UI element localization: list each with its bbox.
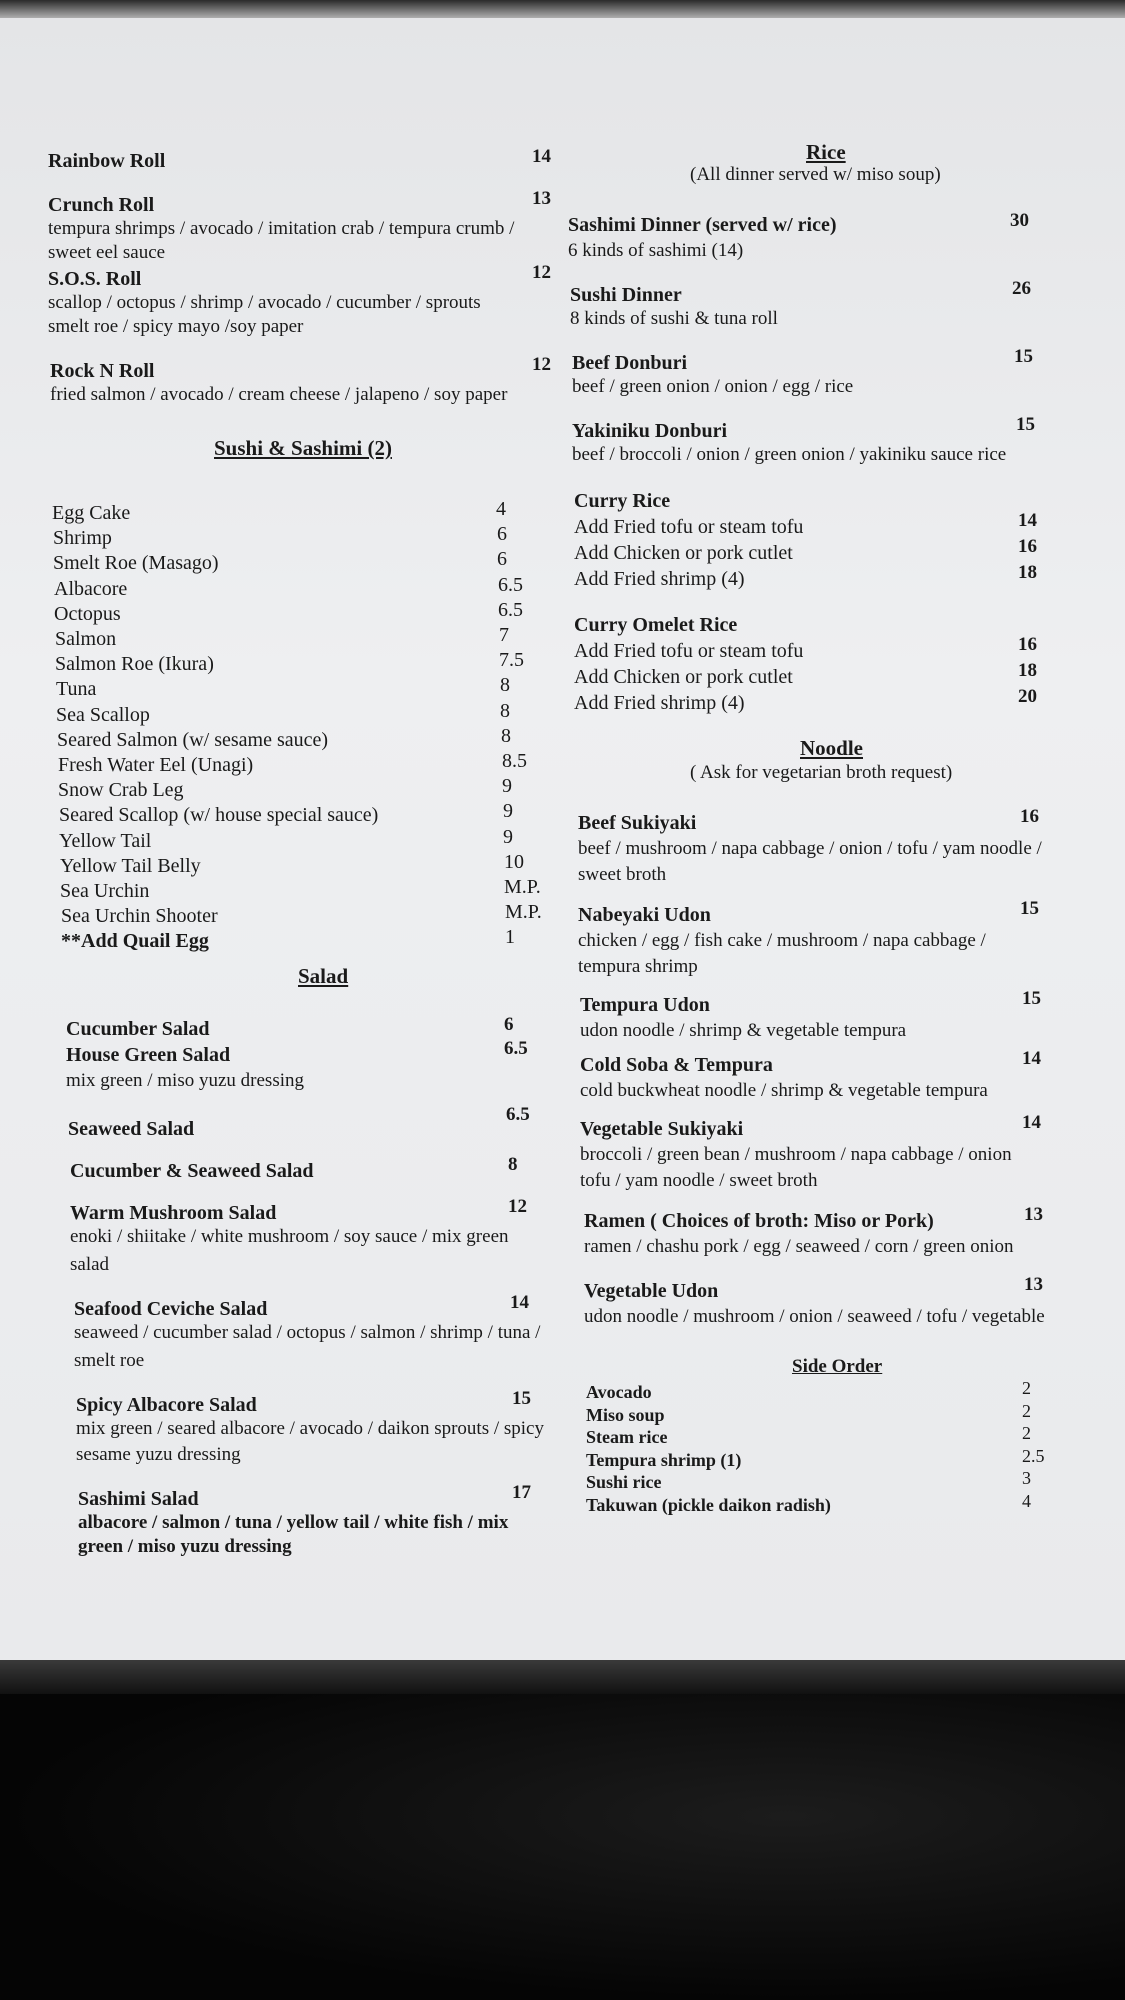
- item-desc: fried salmon / avocado / cream cheese / jalapeno / soy paper: [50, 384, 508, 405]
- sushi-item-price: 7: [499, 624, 509, 646]
- item-name: Spicy Albacore Salad: [76, 1394, 257, 1416]
- sushi-item-name: Fresh Water Eel (Unagi): [58, 754, 254, 776]
- item-name: Beef Sukiyaki: [578, 812, 697, 834]
- item-desc: beef / broccoli / onion / green onion / yakiniku sauce rice: [572, 444, 1007, 465]
- item-name: Seafood Ceviche Salad: [74, 1298, 268, 1320]
- side-item-price: 2.5: [1022, 1445, 1045, 1466]
- item-desc: tempura shrimp: [578, 956, 698, 977]
- sushi-item-price: 9: [502, 775, 512, 798]
- item-name: Rainbow Roll: [48, 150, 166, 172]
- paper-edge: [0, 1660, 1125, 1694]
- item-name: Crunch Roll: [48, 194, 155, 216]
- top-strip: [0, 0, 1125, 20]
- item-price: 13: [1024, 1274, 1043, 1295]
- side-item-price: 3: [1022, 1468, 1031, 1489]
- sushi-item-price: 6: [497, 548, 507, 571]
- sushi-item-price: 9: [503, 800, 513, 823]
- item-desc: seaweed / cucumber salad / octopus / salmon / shrimp / tuna /: [74, 1322, 541, 1343]
- side-item-price: 4: [1022, 1491, 1031, 1511]
- item-name: Sashimi Salad: [78, 1488, 199, 1510]
- item-desc: mix green / miso yuzu dressing: [66, 1070, 304, 1091]
- side-item-name: Avocado: [586, 1382, 652, 1402]
- item-desc: sweet broth: [578, 864, 667, 885]
- option-price: 20: [1018, 686, 1037, 707]
- sushi-item-price: 6.5: [498, 598, 523, 621]
- item-price: 14: [1022, 1048, 1041, 1069]
- sushi-item-name: Albacore: [54, 577, 128, 600]
- sushi-item-price: 8: [500, 674, 510, 697]
- sushi-item-price: 7.5: [499, 649, 524, 672]
- item-name: Sushi Dinner: [570, 284, 682, 306]
- section-heading-salad: Salad: [298, 964, 349, 988]
- section-heading-noodle: Noodle: [800, 736, 863, 760]
- sushi-item-name: Seared Salmon (w/ sesame sauce): [57, 728, 329, 751]
- sushi-item-price: 8.5: [502, 750, 527, 772]
- item-name: Cucumber & Seaweed Salad: [70, 1160, 314, 1182]
- item-price: 6: [504, 1014, 514, 1035]
- item-price: 12: [508, 1196, 527, 1217]
- item-desc: beef / green onion / onion / egg / rice: [572, 376, 854, 397]
- sushi-item-name: Sea Urchin Shooter: [61, 905, 218, 928]
- item-desc: ramen / chashu pork / egg / seaweed / corn / green onion: [584, 1236, 1014, 1257]
- item-desc: mix green / seared albacore / avocado / daikon sprouts / spicy: [76, 1418, 544, 1439]
- section-heading-side-order: Side Order: [792, 1356, 883, 1377]
- item-name: Tempura Udon: [580, 994, 710, 1016]
- item-desc: sesame yuzu dressing: [76, 1444, 241, 1465]
- side-item-price: 2: [1022, 1400, 1031, 1421]
- item-price: 13: [1024, 1204, 1043, 1225]
- item-desc: enoki / shiitake / white mushroom / soy sauce / mix green: [70, 1226, 509, 1247]
- item-price: 15: [512, 1388, 531, 1409]
- sushi-item-name: Yellow Tail: [59, 829, 152, 852]
- option-price: 14: [1018, 510, 1037, 531]
- item-desc: sweet eel sauce: [48, 242, 166, 263]
- item-desc: 6 kinds of sashimi (14): [568, 240, 744, 261]
- item-desc: chicken / egg / fish cake / mushroom / napa cabbage /: [578, 930, 986, 951]
- sushi-item-price: M.P.: [504, 876, 541, 898]
- item-price: 12: [532, 262, 551, 283]
- item-price: 13: [532, 188, 551, 209]
- item-price: 15: [1020, 898, 1039, 919]
- item-desc: smelt roe: [74, 1350, 145, 1371]
- sushi-item-price: 8: [501, 724, 511, 747]
- item-name: House Green Salad: [66, 1044, 231, 1066]
- menu-page: [0, 18, 1125, 1660]
- item-price: 14: [1022, 1112, 1041, 1133]
- item-name: Sashimi Dinner (served w/ rice): [568, 214, 837, 236]
- item-name: Curry Omelet Rice: [574, 614, 738, 636]
- item-name: Warm Mushroom Salad: [70, 1202, 277, 1224]
- item-price: 16: [1020, 806, 1039, 827]
- item-desc: beef / mushroom / napa cabbage / onion / tofu / yam noodle /: [578, 838, 1042, 859]
- side-item-name: Takuwan (pickle daikon radish): [586, 1495, 831, 1515]
- item-price: 14: [510, 1292, 529, 1313]
- side-item-price: 2: [1022, 1378, 1031, 1398]
- item-desc: green / miso yuzu dressing: [78, 1536, 292, 1557]
- item-name: Nabeyaki Udon: [578, 904, 711, 926]
- sushi-item-name: Snow Crab Leg: [58, 779, 184, 802]
- sushi-item-price: 6: [497, 523, 507, 546]
- item-desc: cold buckwheat noodle / shrimp & vegetable tempura: [580, 1080, 988, 1101]
- sushi-item-price: 8: [500, 699, 510, 722]
- sushi-item-price: 4: [496, 498, 506, 520]
- item-desc: broccoli / green bean / mushroom / napa cabbage / onion: [580, 1144, 1012, 1165]
- item-desc: udon noodle / shrimp & vegetable tempura: [580, 1020, 907, 1041]
- item-name: Ramen ( Choices of broth: Miso or Pork): [584, 1210, 934, 1232]
- item-price: 15: [1022, 988, 1041, 1009]
- item-price: 26: [1012, 278, 1031, 299]
- section-heading-sushi: Sushi & Sashimi (2): [214, 436, 392, 460]
- side-item-name: Steam rice: [586, 1427, 668, 1448]
- item-name: Yakiniku Donburi: [572, 420, 728, 442]
- side-item-name: Tempura shrimp (1): [586, 1449, 742, 1470]
- sushi-item-name: Shrimp: [53, 527, 112, 550]
- sushi-item-name: Tuna: [56, 678, 97, 701]
- noodle-note: ( Ask for vegetarian broth request): [690, 762, 953, 783]
- sushi-item-price: 9: [503, 825, 513, 848]
- option-label: Add Fried shrimp (4): [574, 692, 745, 714]
- sushi-item-name: Salmon Roe (Ikura): [55, 653, 214, 676]
- item-price: 15: [1016, 414, 1035, 435]
- sushi-item-name: **Add Quail Egg: [61, 930, 209, 953]
- option-price: 18: [1018, 660, 1037, 681]
- item-desc: tofu / yam noodle / sweet broth: [580, 1170, 818, 1191]
- section-heading-rice: Rice: [806, 140, 846, 164]
- sushi-item-name: Yellow Tail Belly: [60, 854, 201, 877]
- item-name: Curry Rice: [574, 490, 671, 512]
- sushi-item-name: Sea Urchin: [60, 880, 150, 902]
- item-name: Seaweed Salad: [68, 1118, 195, 1140]
- side-item-name: Miso soup: [586, 1404, 665, 1425]
- item-price: 17: [512, 1482, 531, 1503]
- option-label: Add Fried tofu or steam tofu: [574, 640, 804, 662]
- sushi-item-price: 6.5: [498, 573, 523, 596]
- item-name: Cold Soba & Tempura: [580, 1054, 773, 1076]
- item-desc: smelt roe / spicy mayo /soy paper: [48, 316, 304, 337]
- item-desc: 8 kinds of sushi & tuna roll: [570, 308, 778, 329]
- item-name: Cucumber Salad: [66, 1018, 210, 1040]
- item-price: 12: [532, 354, 551, 375]
- sushi-item-price: M.P.: [505, 901, 542, 924]
- item-price: 6.5: [504, 1038, 528, 1059]
- item-price: 6.5: [506, 1104, 530, 1125]
- sushi-item-price: 10: [504, 850, 524, 873]
- sushi-item-name: Egg Cake: [52, 502, 131, 524]
- item-desc: salad: [70, 1254, 110, 1275]
- sushi-item-price: 1: [505, 926, 515, 949]
- item-desc: tempura shrimps / avocado / imitation crab / tempura crumb /: [48, 218, 515, 239]
- option-label: Add Fried shrimp (4): [574, 568, 745, 590]
- item-desc: udon noodle / mushroom / onion / seaweed / tofu / vegetable: [584, 1306, 1045, 1327]
- item-price: 30: [1010, 210, 1029, 231]
- item-name: S.O.S. Roll: [48, 268, 142, 290]
- rice-note: (All dinner served w/ miso soup): [690, 164, 941, 185]
- side-item-price: 2: [1022, 1423, 1031, 1444]
- item-price: 8: [508, 1154, 518, 1175]
- option-label: Add Chicken or pork cutlet: [574, 542, 793, 564]
- sushi-item-name: Sea Scallop: [56, 703, 150, 726]
- item-price: 14: [532, 146, 551, 167]
- sushi-item-name: Salmon: [55, 628, 117, 650]
- side-item-name: Sushi rice: [586, 1472, 662, 1493]
- item-name: Vegetable Sukiyaki: [580, 1118, 744, 1140]
- item-name: Beef Donburi: [572, 352, 687, 374]
- sushi-item-name: Octopus: [54, 602, 121, 625]
- option-label: Add Chicken or pork cutlet: [574, 666, 793, 688]
- item-desc: scallop / octopus / shrimp / avocado / cucumber / sprouts: [48, 292, 481, 313]
- item-desc: albacore / salmon / tuna / yellow tail / white fish / mix: [78, 1512, 509, 1533]
- option-label: Add Fried tofu or steam tofu: [574, 516, 804, 538]
- item-name: Rock N Roll: [50, 360, 155, 382]
- table-background: [0, 1694, 1125, 2000]
- option-price: 16: [1018, 536, 1037, 557]
- sushi-item-name: Smelt Roe (Masago): [53, 552, 219, 575]
- item-name: Vegetable Udon: [584, 1280, 719, 1302]
- item-price: 15: [1014, 346, 1033, 367]
- option-price: 18: [1018, 562, 1037, 583]
- sushi-item-name: Seared Scallop (w/ house special sauce): [59, 804, 379, 827]
- option-price: 16: [1018, 634, 1037, 655]
